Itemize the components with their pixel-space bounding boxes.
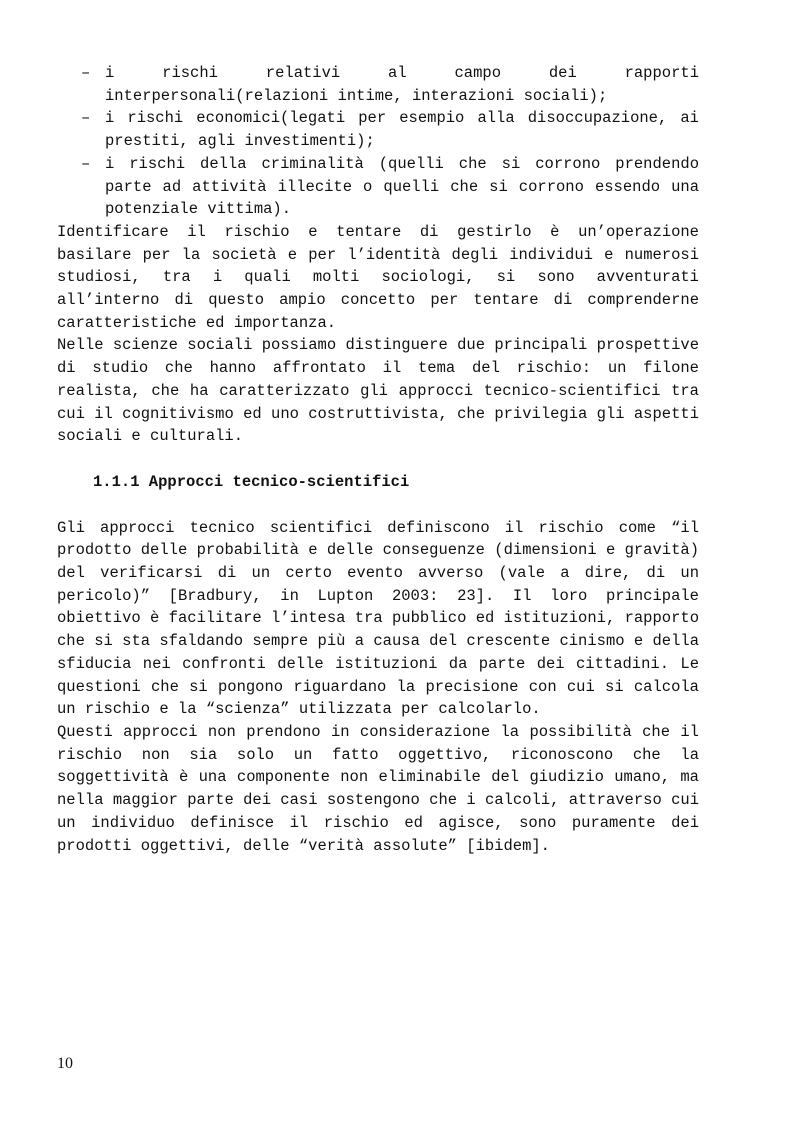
list-dash: – <box>81 109 91 128</box>
paragraph-section-2: Questi approcci non prendono in considerazione la possibilità che il rischio non sia solo un fatto oggettivo, riconoscono che la soggettività è una componente non eliminabile del giudizio umano, ma nella maggior parte dei casi sostengono che i calcoli, attraverso cui un individuo definisce il rischio ed agisce, sono puramente dei prodotti oggettivi, delle “verità assolute” [ibidem]. <box>57 722 699 855</box>
list-item-text: i rischi relativi al campo dei rapporti interpersonali(relazioni intime, interazioni sociali); <box>105 64 699 105</box>
list-item-text: i rischi della criminalità (quelli che si corrono prendendo parte ad attività illecite o quelli che si corrono essendo una potenziale vittima). <box>105 154 699 219</box>
paragraph-intro-1: Identificare il rischio e tentare di gestirlo è un’operazione basilare per la società e per l’identità degli individui e numerosi studiosi, tra i quali molti sociologi, si sono avventurati all’interno di questo ampio concetto per tentare di comprenderne caratteristiche ed importanza. <box>57 222 699 332</box>
list-item <box>57 107 699 152</box>
risk-list <box>57 62 699 221</box>
list-item <box>57 62 699 107</box>
list-item-text: i rischi economici(legati per esempio alla disoccupazione, ai prestiti, agli investimenti); <box>105 109 699 151</box>
paragraph-section-1: Gli approcci tecnico scientifici definiscono il rischio come “il prodotto delle probabilità e delle conseguenze (dimensioni e gravità) del verificarsi di un certo evento avverso (vale a dire, di un pericolo)” [Bradbury, in Lupton 2003: 23]. Il loro principale obiettivo è facilitare l’intesa tra pubblico ed istituzioni, rapporto che si sta sfaldando sempre più a causa del crescente cinismo e della sfiducia nei confronti delle istituzioni da parte dei cittadini. Le questioni che si pongono riguardano la precisione con cui si calcola un rischio e la “scienza” utilizzata per calcolarlo. <box>57 518 699 719</box>
paragraph-intro-2: Nelle scienze sociali possiamo distinguere due principali prospettive di studio che hanno affrontato il tema del rischio: un filone realista, che ha caratterizzato gli approcci tecnico-scientifici tra cui il cognitivismo ed uno costruttivista, che privilegia gli aspetti sociali e culturali. <box>57 336 699 446</box>
page-body <box>57 62 699 857</box>
section-heading: 1.1.1 Approcci tecnico-scientifici <box>93 472 410 491</box>
list-dash: – <box>81 154 91 173</box>
page-number: 10 <box>57 1055 73 1072</box>
list-dash: – <box>81 64 91 82</box>
list-item <box>57 153 699 221</box>
